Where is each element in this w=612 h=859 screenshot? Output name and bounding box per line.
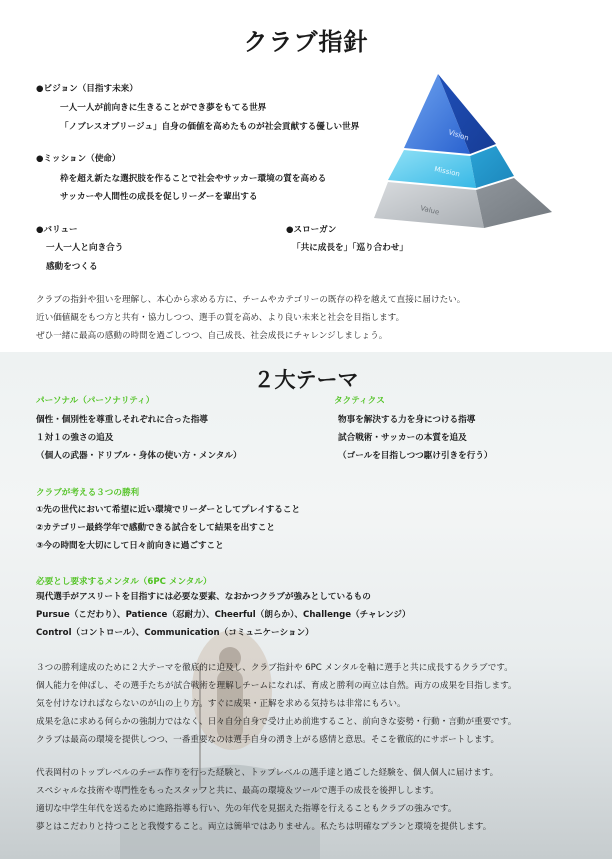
pyramid-bottom-left-face — [374, 182, 484, 228]
closing-line: 代表岡村のトップレベルのチーム作りを行った経験と、トップレベルの選手達と過ごした経験を、個人個人に届けます。 — [36, 768, 499, 778]
tactics-heading: タクティクス — [334, 396, 385, 406]
closing-line: スペシャルな技術や専門性をもったスタッフと共に、最高の環境＆ツールで選手の成長を後押しします。 — [36, 786, 439, 796]
slogan-heading: ●スローガン — [286, 225, 337, 235]
personal-line: （個人の武器・ドリブル・身体の使い方・メンタル） — [36, 451, 242, 461]
mental-heading: 必要とし要求するメンタル（6PC メンタル） — [36, 577, 212, 587]
victory-line: ③今の時間を大切にして日々前向きに過ごすこと — [36, 541, 224, 551]
mission-line: 枠を超え新たな選択肢を作ることで社会やサッカー環境の質を高める — [60, 174, 327, 184]
closing-line: ３つの勝利達成のために２大テーマを徹底的に追及し、クラブ指針や 6PC メンタルを軸に選手と共に成長するクラブです。 — [36, 663, 513, 673]
closing-line: 夢とはこだわりと持つことと我慢すること。両立は簡単ではありません。私たちは明確なプランと環境を提供します。 — [36, 822, 492, 832]
mission-line: サッカーや人間性の成長を促しリーダーを輩出する — [60, 192, 258, 202]
slogan-text: 「共に成長を」「巡り合わせ」 — [292, 243, 409, 253]
victory-line: ①先の世代において希望に近い環境でリーダーとしてプレイすること — [36, 505, 301, 515]
mental-line: 現代選手がアスリートを目指すには必要な要素、なおかつクラブが強みとしているもの — [36, 592, 371, 602]
intro-line: クラブの指針や狙いを理解し、本心から求める方に、チームやカテゴリーの既存の枠を越えて直接に届けたい。 — [36, 295, 466, 305]
closing-line: 個人能力を伸ばし、その選手たちが試合戦術を理解しチームになれば、育成と勝利の両立は自然。両方の成果を目指します。 — [36, 681, 517, 691]
vision-line: 「ノブレスオブリージュ」自身の価値を高めたものが社会貢献する優しい世界 — [60, 122, 360, 132]
value-line: 感動をつくる — [46, 262, 98, 272]
value-heading: ●バリュー — [36, 225, 78, 235]
tactics-line: 物事を解決する力を身につける指導 — [338, 415, 476, 425]
vision-line: 一人一人が前向きに生きることができ夢をもてる世界 — [60, 103, 267, 113]
closing-line: 気を付けなければならないのが山の上り方。すぐに成果・正解を求める気持ちは非常にもろい。 — [36, 699, 406, 709]
closing-line: 成果を急に求める何らかの強制力ではなく、日々自分自身で受け止め前進すること、前向きな姿勢・行動・言動が重要です。 — [36, 717, 517, 727]
pyramid-diagram — [374, 72, 552, 230]
pyramid-label-vision: Vision — [447, 128, 470, 143]
personal-line: １対１の強さの追及 — [36, 433, 114, 443]
tactics-line: （ゴールを目指しつつ駆け引きを行う） — [338, 451, 493, 461]
victories-heading: クラブが考える３つの勝利 — [36, 488, 140, 498]
personal-heading: パーソナル（パーソナリティ） — [36, 396, 155, 406]
closing-line: 適切な中学生年代を送るために進路指導も行い、先の年代を見据えた指導を行えることもクラブの強みです。 — [36, 804, 457, 814]
mental-line: Pursue（こだわり）、Patience（忍耐力）、Cheerful（朗らか）、Challenge（チャレンジ） — [36, 610, 411, 620]
page-title: クラブ指針 — [243, 28, 369, 56]
pyramid-bottom-right-face — [476, 178, 552, 228]
value-line: 一人一人と向き合う — [46, 243, 124, 253]
intro-line: ぜひ一緒に最高の感動の時間を過ごしつつ、自己成長、社会成長にチャレンジしましょう。 — [36, 331, 388, 341]
intro-line: 近い価値観をもつ方と共有・協力しつつ、選手の質を高め、より良い未来と社会を目指します。 — [36, 313, 405, 323]
mental-line: Control（コントロール）、Communication（コミュニケーション） — [36, 628, 314, 638]
tactics-line: 試合戦術・サッカーの本質を追及 — [338, 433, 467, 443]
themes-title: ２大テーマ — [253, 368, 359, 392]
vision-heading: ●ビジョン（目指す未来） — [36, 84, 138, 94]
closing-line: クラブは最高の環境を提供しつつ、一番重要なのは選手自身の湧き上がる感情と意思。そこを徹底的にサポートします。 — [36, 735, 500, 745]
victory-line: ②カテゴリー最終学年で感動できる試合をして結果を出すこと — [36, 523, 275, 533]
pyramid-label-mission: Mission — [433, 165, 461, 179]
mission-heading: ●ミッション（使命） — [36, 154, 121, 164]
pyramid-label-value: Value — [419, 204, 441, 217]
pyramid-middle-left-face — [388, 150, 476, 188]
personal-line: 個性・個別性を尊重しそれぞれに合った指導 — [36, 415, 208, 425]
